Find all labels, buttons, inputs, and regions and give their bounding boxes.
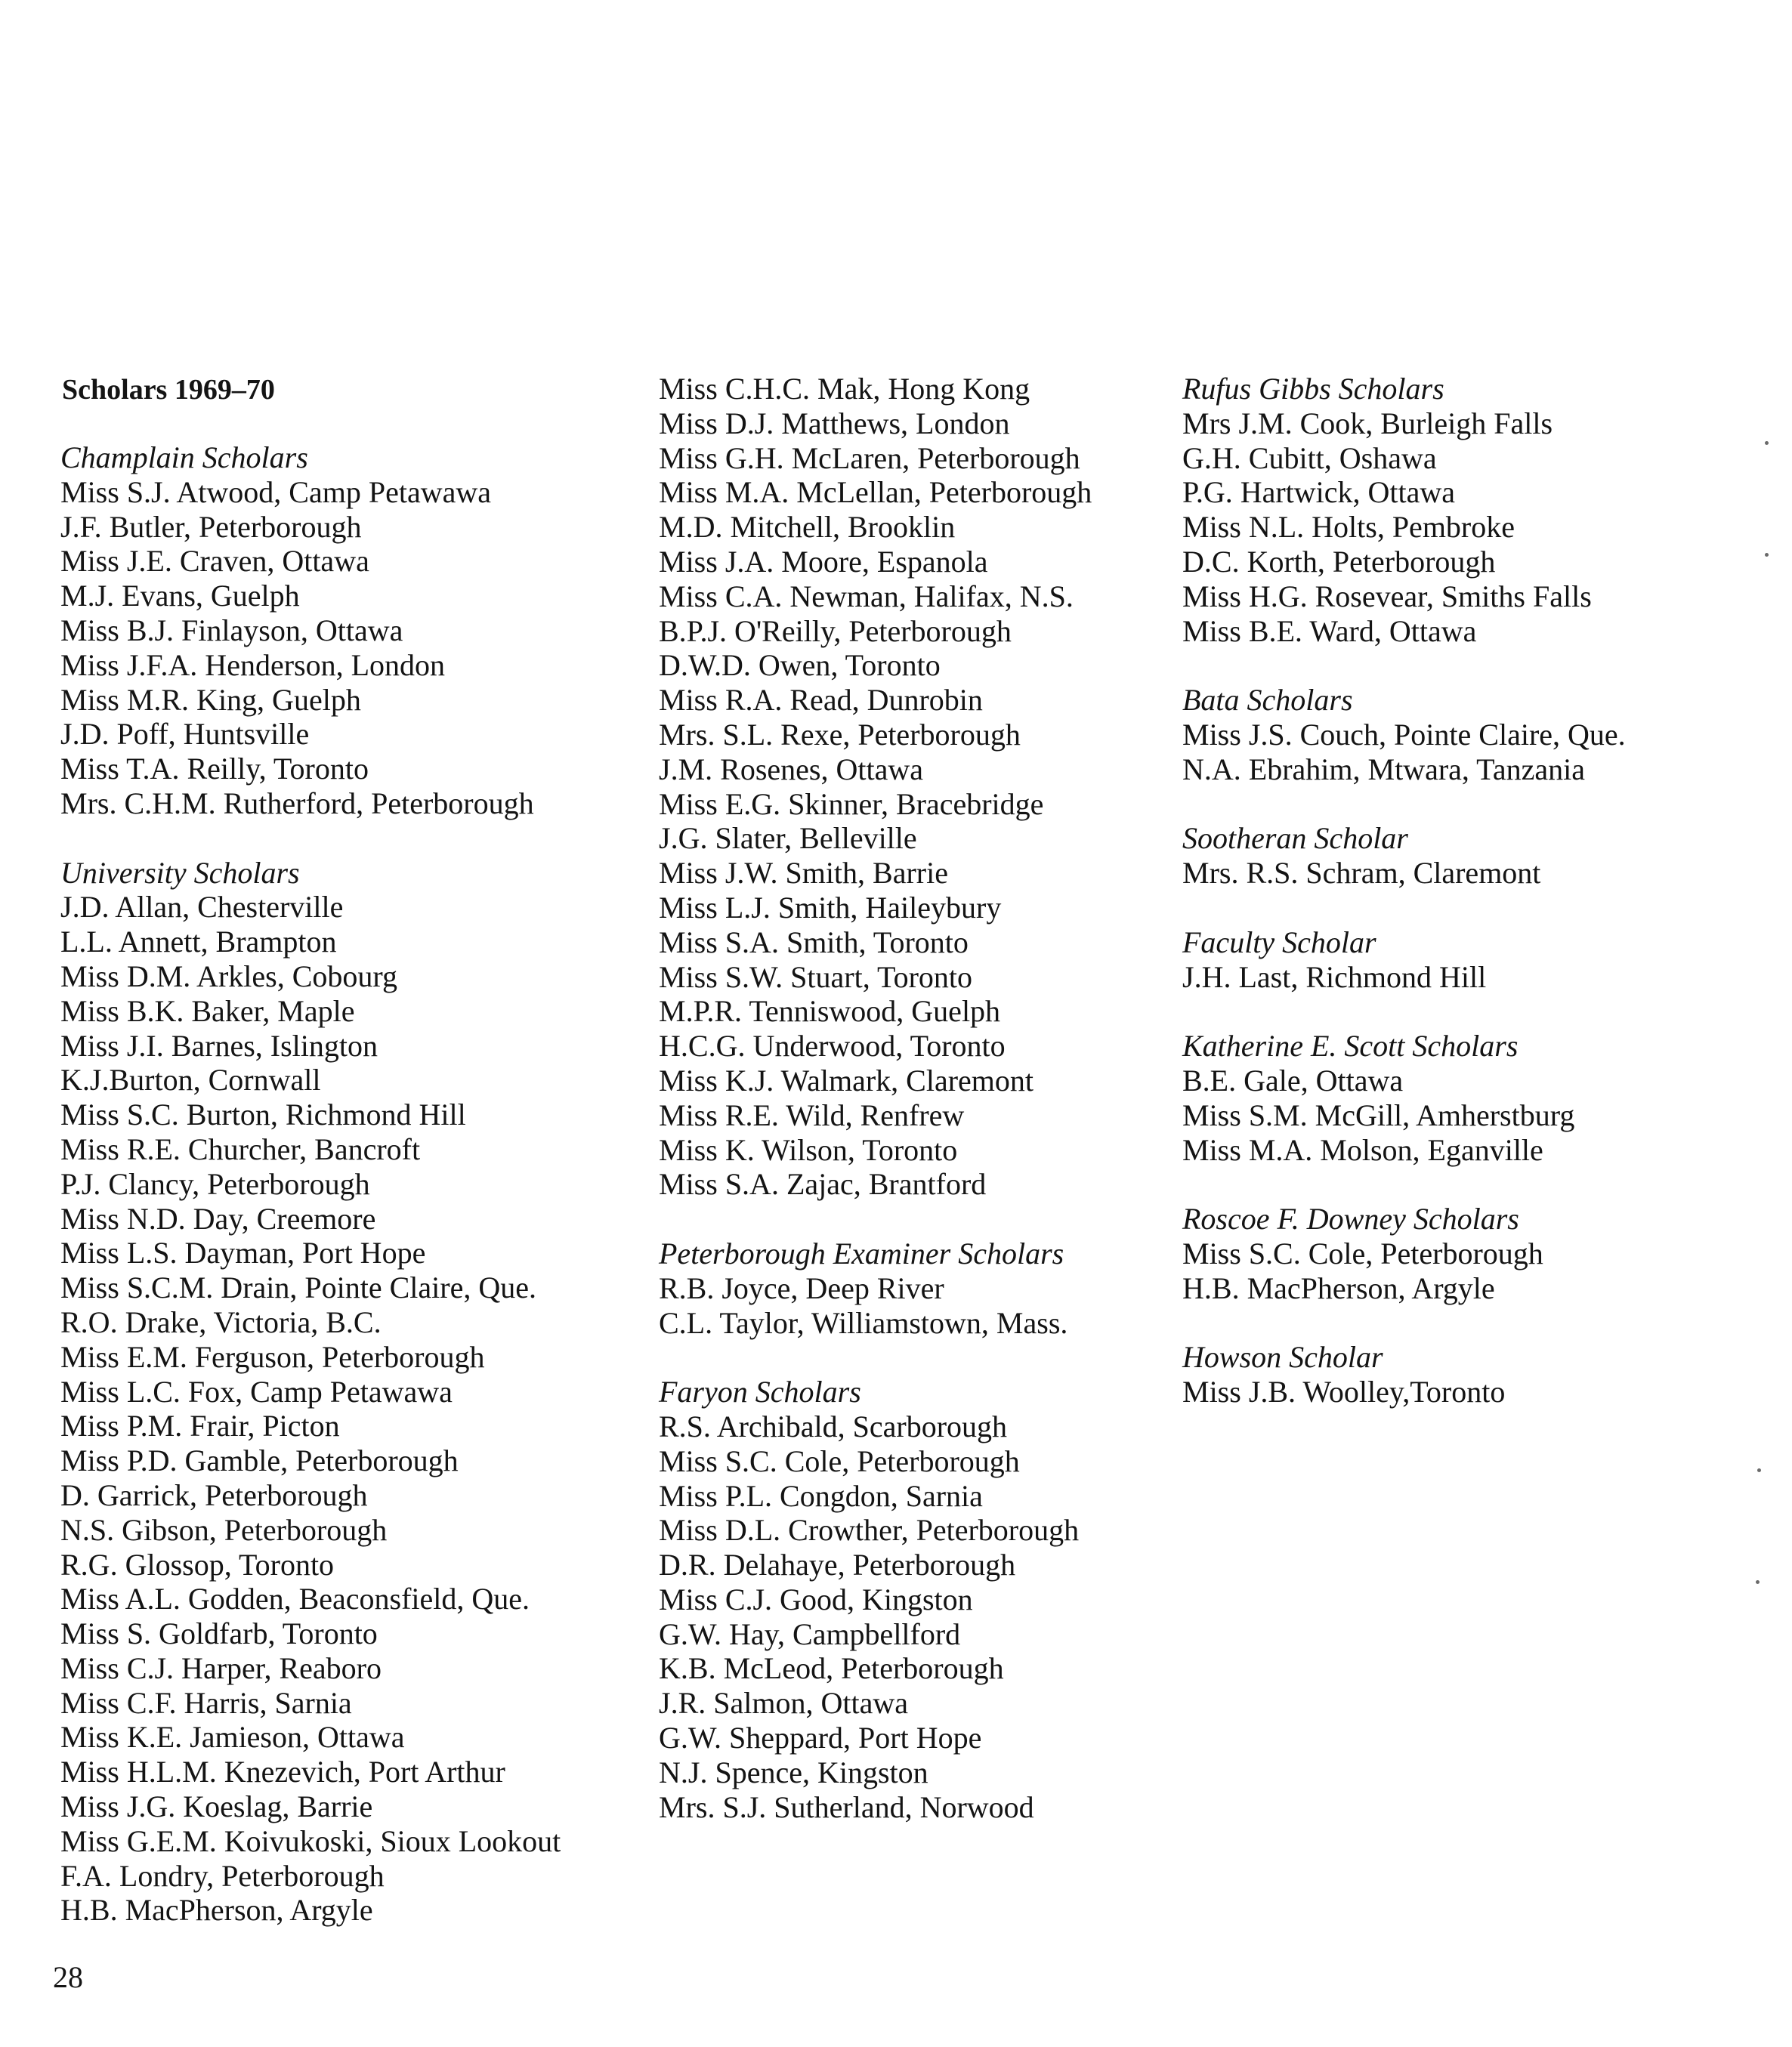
scholar-entry: Mrs. R.S. Schram, Claremont (1182, 856, 1541, 891)
scholar-entry: G.H. Cubitt, Oshawa (1182, 440, 1437, 475)
scholar-section (1182, 372, 1626, 648)
scholar-entry: Miss B.K. Baker, Maple (60, 993, 355, 1028)
scholar-entry: Miss B.J. Finlayson, Ottawa (60, 613, 403, 647)
page-number: 28 (53, 1960, 83, 1994)
scholar-entry: Miss R.A. Read, Dunrobin (659, 683, 983, 718)
scholar-entry: Miss K.E. Jamieson, Ottawa (60, 1720, 405, 1755)
scholar-entry: J.D. Allan, Chesterville (60, 890, 344, 925)
scholar-entry: Miss H.L.M. Knezevich, Port Arthur (60, 1755, 505, 1789)
scholar-entry: Miss S.W. Stuart, Toronto (659, 959, 973, 994)
scholar-entry: Miss D.L. Crowther, Peterborough (659, 1513, 1080, 1548)
scholar-entry: J.M. Rosenes, Ottawa (659, 752, 923, 786)
column-1 (60, 440, 561, 1928)
scholar-entry: Miss S.A. Smith, Toronto (659, 925, 969, 959)
page-title: Scholars 1969–70 (62, 374, 275, 406)
scholar-section (1182, 1340, 1626, 1409)
scholar-entry: P.J. Clancy, Peterborough (60, 1166, 370, 1201)
scholar-entry: R.G. Glossop, Toronto (60, 1547, 335, 1582)
scholar-entry: Miss A.L. Godden, Beaconsfield, Que. (60, 1582, 530, 1616)
scholar-entry: Mrs. S.J. Sutherland, Norwood (659, 1789, 1034, 1824)
scholar-entry: Miss L.S. Dayman, Port Hope (60, 1236, 426, 1270)
scholar-entry: Miss M.A. Molson, Eganville (1182, 1132, 1543, 1167)
scholar-entry: Miss C.H.C. Mak, Hong Kong (659, 372, 1030, 406)
section-heading: Katherine E. Scott Scholars (1182, 1029, 1519, 1064)
scholar-entry: Miss J.E. Craven, Ottawa (60, 544, 369, 579)
scholar-entry: Miss P.D. Gamble, Peterborough (60, 1443, 459, 1478)
section-heading: Roscoe F. Downey Scholars (1182, 1202, 1519, 1237)
scholar-entry: Miss L.C. Fox, Camp Petawawa (60, 1374, 453, 1409)
scholar-entry: R.B. Joyce, Deep River (659, 1270, 944, 1305)
scholar-entry: Miss S.C. Burton, Richmond Hill (60, 1098, 466, 1132)
scholar-entry: Miss N.D. Day, Creemore (60, 1201, 376, 1236)
scholar-section (1182, 925, 1626, 995)
scan-speck (1756, 1580, 1760, 1584)
scholar-entry: Miss C.A. Newman, Halifax, N.S. (659, 579, 1074, 613)
scholar-entry: B.E. Gale, Ottawa (1182, 1063, 1404, 1098)
scholar-entry: J.H. Last, Richmond Hill (1182, 959, 1487, 994)
scholar-entry: Miss J.S. Couch, Pointe Claire, Que. (1182, 717, 1626, 752)
scholar-entry: C.L. Taylor, Williamstown, Mass. (659, 1305, 1068, 1340)
scholar-entry: N.A. Ebrahim, Mtwara, Tanzania (1182, 752, 1585, 786)
scholar-entry: Miss R.E. Churcher, Bancroft (60, 1132, 421, 1166)
section-heading: Peterborough Examiner Scholars (659, 1236, 1064, 1270)
scholar-entry: D. Garrick, Peterborough (60, 1477, 368, 1512)
scholar-entry: Miss M.R. King, Guelph (60, 682, 361, 717)
scan-speck (1765, 441, 1769, 445)
scholar-entry: Miss E.M. Ferguson, Peterborough (60, 1339, 485, 1374)
section-heading: Rufus Gibbs Scholars (1182, 372, 1444, 406)
scholar-entry: Miss P.M. Frair, Picton (60, 1409, 340, 1443)
scholar-entry: N.J. Spence, Kingston (659, 1755, 928, 1789)
scholar-section (1182, 821, 1626, 891)
section-heading: Bata Scholars (1182, 683, 1353, 718)
scholar-entry: M.P.R. Tenniswood, Guelph (659, 994, 1001, 1029)
scholar-entry: Mrs J.M. Cook, Burleigh Falls (1182, 406, 1553, 440)
section-heading: Howson Scholar (1182, 1340, 1383, 1375)
column-3 (1182, 372, 1626, 1409)
scholar-entry: Miss E.G. Skinner, Bracebridge (659, 786, 1044, 821)
scholar-entry: Miss D.J. Matthews, London (659, 406, 1010, 440)
section-heading: Faryon Scholars (659, 1375, 861, 1409)
scholar-entry: J.G. Slater, Belleville (659, 821, 917, 856)
scholar-entry: Mrs. S.L. Rexe, Peterborough (659, 717, 1021, 752)
scholar-entry: Miss G.H. McLaren, Peterborough (659, 440, 1080, 475)
scholar-entry: J.F. Butler, Peterborough (60, 509, 362, 544)
scholar-entry: Miss C.J. Harper, Reaboro (60, 1650, 382, 1685)
scholar-entry: Miss J.A. Moore, Espanola (659, 544, 988, 579)
section-heading: Champlain Scholars (60, 440, 308, 474)
scholar-entry: Miss J.F.A. Henderson, London (60, 647, 446, 682)
scholar-entry: K.B. McLeod, Peterborough (659, 1651, 1004, 1686)
scholar-entry: Miss S.C. Cole, Peterborough (659, 1443, 1020, 1478)
scholar-entry: Miss K. Wilson, Toronto (659, 1132, 958, 1167)
scholar-entry: Miss M.A. McLellan, Peterborough (659, 475, 1092, 510)
scholar-entry: M.J. Evans, Guelph (60, 579, 300, 613)
scholar-entry: Miss L.J. Smith, Haileybury (659, 890, 1002, 925)
scholar-entry: Miss J.W. Smith, Barrie (659, 856, 948, 891)
scholar-entry: D.W.D. Owen, Toronto (659, 648, 941, 683)
scholar-section (60, 856, 561, 1928)
scholar-entry: Miss S.C.M. Drain, Pointe Claire, Que. (60, 1270, 536, 1305)
scholar-entry: Miss R.E. Wild, Renfrew (659, 1098, 965, 1132)
scholar-entry: Miss T.A. Reilly, Toronto (60, 752, 369, 786)
scholar-entry: P.G. Hartwick, Ottawa (1182, 475, 1456, 510)
section-heading: Sootheran Scholar (1182, 821, 1408, 856)
scholar-entry: Miss C.F. Harris, Sarnia (60, 1685, 352, 1720)
scholar-entry: Miss N.L. Holts, Pembroke (1182, 510, 1515, 545)
scholar-entry: Miss S.A. Zajac, Brantford (659, 1167, 987, 1202)
scholar-entry: K.J.Burton, Cornwall (60, 1063, 321, 1098)
scholar-entry: H.C.G. Underwood, Toronto (659, 1029, 1006, 1064)
scholar-entry: Miss H.G. Rosevear, Smiths Falls (1182, 579, 1592, 613)
scholar-section (1182, 1202, 1626, 1305)
scholar-entry: Miss S.C. Cole, Peterborough (1182, 1236, 1543, 1270)
scholar-entry: Miss G.E.M. Koivukoski, Sioux Lookout (60, 1823, 561, 1858)
scholar-section (659, 1375, 1092, 1824)
scan-speck (1765, 553, 1769, 557)
scholar-entry: F.A. Londry, Peterborough (60, 1858, 385, 1893)
scholar-entry: Miss D.M. Arkles, Cobourg (60, 959, 397, 993)
scholar-entry: Miss K.J. Walmark, Claremont (659, 1063, 1033, 1098)
scholar-section (659, 1237, 1092, 1340)
scholar-section (659, 372, 1092, 1202)
scholar-entry: G.W. Sheppard, Port Hope (659, 1721, 982, 1755)
scholar-entry: N.S. Gibson, Peterborough (60, 1512, 388, 1547)
scan-speck (1757, 1468, 1761, 1472)
section-heading: Faculty Scholar (1182, 925, 1376, 959)
scholar-entry: J.D. Poff, Huntsville (60, 717, 310, 752)
scholar-entry: G.W. Hay, Campbellford (659, 1616, 961, 1651)
scholar-entry: L.L. Annett, Brampton (60, 925, 337, 959)
scholar-entry: R.O. Drake, Victoria, B.C. (60, 1304, 382, 1339)
scholar-entry: Miss C.J. Good, Kingston (659, 1582, 973, 1616)
scholar-entry: Miss P.L. Congdon, Sarnia (659, 1478, 983, 1513)
scholar-entry: Miss J.I. Barnes, Islington (60, 1028, 378, 1063)
scholar-entry: D.R. Delahaye, Peterborough (659, 1548, 1016, 1582)
scholar-entry: Miss J.G. Koeslag, Barrie (60, 1789, 373, 1824)
scholar-section (60, 440, 561, 821)
scholar-entry: Miss S.M. McGill, Amherstburg (1182, 1098, 1575, 1132)
scholar-entry: Miss S.J. Atwood, Camp Petawawa (60, 474, 491, 509)
scholar-entry: Miss S. Goldfarb, Toronto (60, 1616, 378, 1651)
section-heading: University Scholars (60, 855, 300, 890)
scholar-entry: D.C. Korth, Peterborough (1182, 544, 1496, 579)
scholar-entry: R.S. Archibald, Scarborough (659, 1409, 1008, 1443)
scholar-entry: B.P.J. O'Reilly, Peterborough (659, 613, 1012, 648)
scholar-entry: Mrs. C.H.M. Rutherford, Peterborough (60, 786, 534, 820)
scholar-entry: H.B. MacPherson, Argyle (60, 1893, 373, 1928)
scholar-section (1182, 1029, 1626, 1167)
scholar-section (1182, 683, 1626, 786)
scholar-entry: H.B. MacPherson, Argyle (1182, 1270, 1495, 1305)
scholar-entry: M.D. Mitchell, Brooklin (659, 510, 956, 545)
scholar-entry: J.R. Salmon, Ottawa (659, 1686, 908, 1721)
scholar-entry: Miss J.B. Woolley,Toronto (1182, 1375, 1506, 1409)
scholar-entry: Miss B.E. Ward, Ottawa (1182, 613, 1477, 648)
column-2 (659, 372, 1092, 1824)
